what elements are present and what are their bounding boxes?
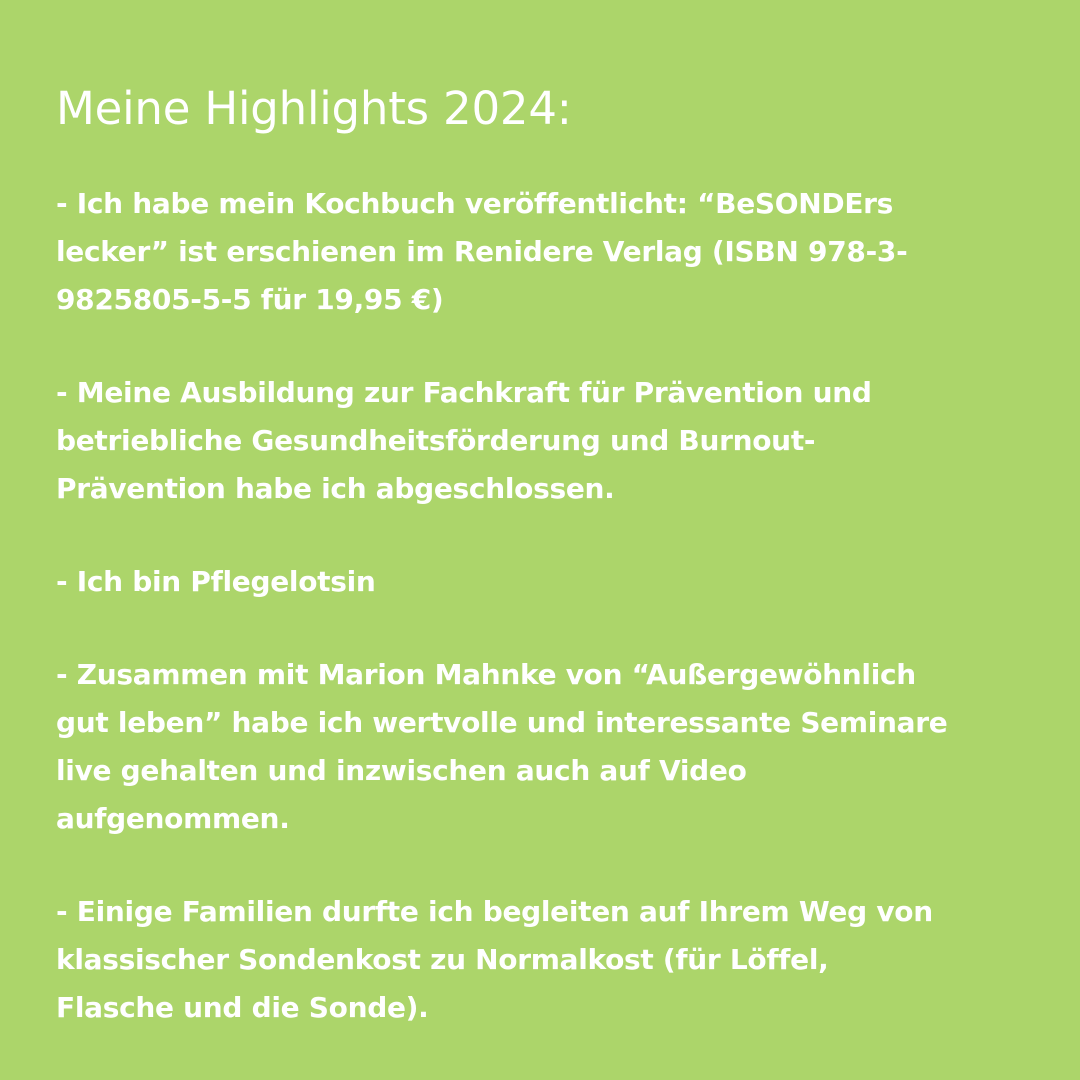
highlight-item-families: - Einige Familien durfte ich begleiten auf Ihrem Weg von klassischer Sondenkost zu Normalkost (für Löffel, Flasche und die Sonde). [56,895,933,1024]
highlight-item-care-guide: - Ich bin Pflegelotsin [56,565,376,598]
highlight-item-cookbook: - Ich habe mein Kochbuch veröffentlicht: “BeSONDErs lecker” ist erschienen im Renidere Verlag (ISBN 978-3- 9825805-5-5 für 19,95 €) [56,187,908,316]
page-title: Meine Highlights 2024: [56,82,572,135]
highlight-item-training: - Meine Ausbildung zur Fachkraft für Prävention und betriebliche Gesundheitsförderung und Burnout- Prävention habe ich abgeschlossen. [56,376,872,505]
highlight-item-seminars: - Zusammen mit Marion Mahnke von “Außergewöhnlich gut leben” habe ich wertvolle und interessante Seminare live gehalten und inzwischen auch auf Video aufgenommen. [56,658,948,835]
